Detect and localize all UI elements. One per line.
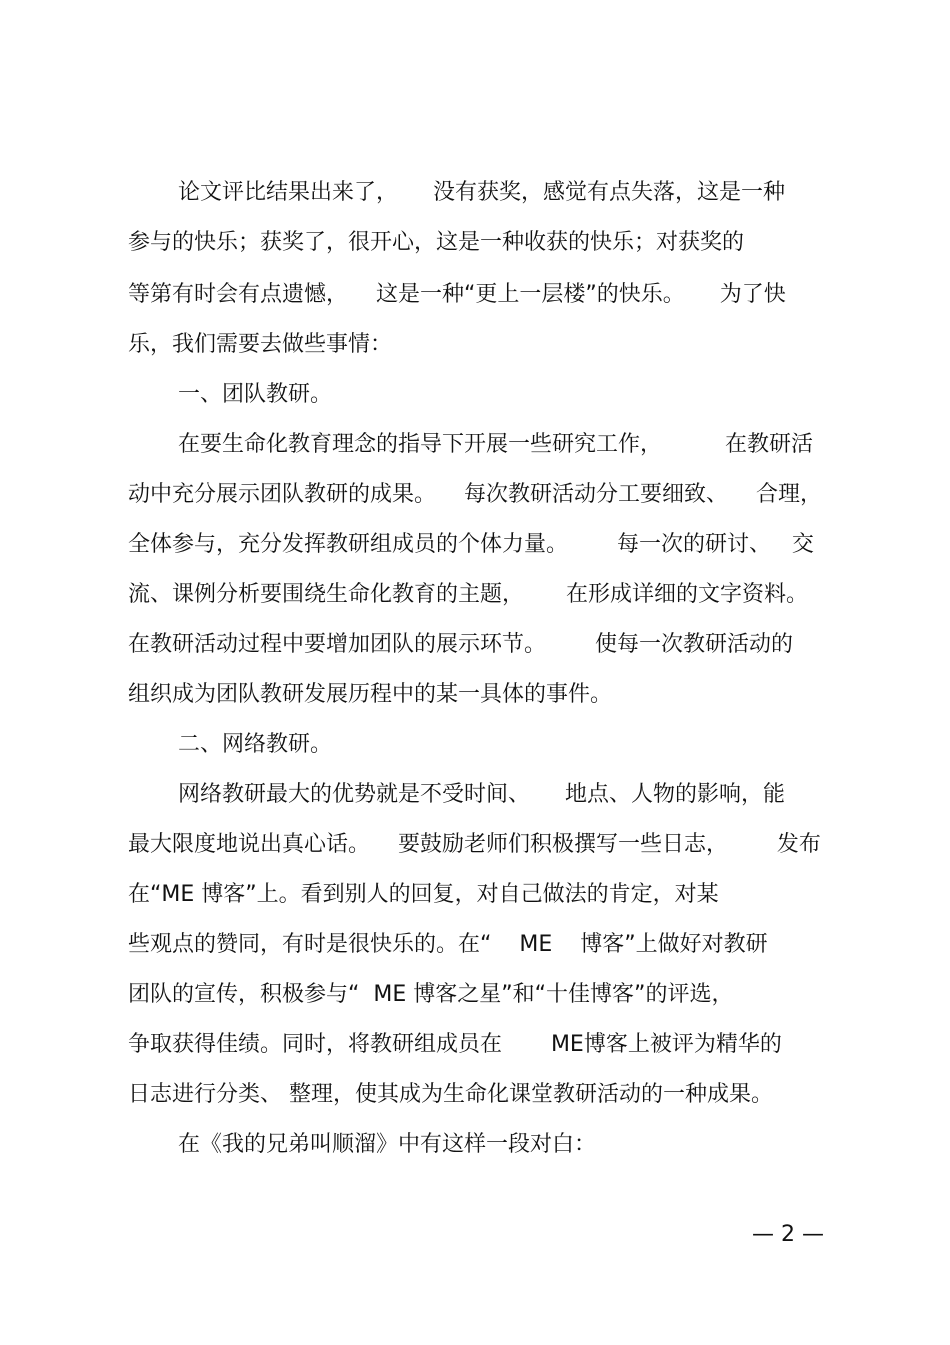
paragraph-line: 团队的宣传，积极参与“ ME 博客之星”和“十佳博客”的评选， [128,982,734,1007]
paragraph-line: 流、课例分析要围绕生命化教育的主题， 在形成详细的文字资料。 [128,582,808,607]
paragraph-line: 参与的快乐；获奖了，很开心，这是一种收获的快乐；对获奖的 [128,230,745,255]
paragraph-line: 动中充分展示团队教研的成果。 每次教研活动分工要细致、 合理， [128,482,822,507]
paragraph-line: 网络教研最大的优势就是不受时间、 地点、人物的影响，能 [178,782,785,807]
paragraph-line: 在教研活动过程中要增加团队的展示环节。 使每一次教研活动的 [128,632,793,657]
paragraph-line: 全体参与，充分发挥教研组成员的个体力量。 每一次的研讨、 交 [128,532,814,557]
paragraph-line: 在《我的兄弟叫顺溜》中有这样一段对白： [178,1132,597,1157]
section-heading: 一、团队教研。 [178,382,333,407]
paragraph-line: 乐，我们需要去做些事情： [128,332,393,357]
paragraph-line: 等第有时会有点遗憾， 这是一种“更上一层楼”的快乐。 为了快 [128,282,786,307]
paragraph-line: 争取获得佳绩。同时，将教研组成员在 ME博客上被评为精华的 [128,1032,782,1057]
paragraph-line: 论文评比结果出来了， 没有获奖，感觉有点失落，这是一种 [178,180,785,205]
paragraph-line: 些观点的赞同，有时是很快乐的。在“ ME 博客”上做好对教研 [128,932,768,957]
paragraph-line: 日志进行分类、 整理，使其成为生命化课堂教研活动的一种成果。 [128,1082,773,1107]
paragraph-line: 在“ME 博客”上。看到别人的回复，对自己做法的肯定，对某 [128,882,719,907]
page-number: — 2 — [752,1222,824,1247]
section-heading: 二、网络教研。 [178,732,333,757]
paragraph-line: 在要生命化教育理念的指导下开展一些研究工作， 在教研活 [178,432,813,457]
paragraph-line: 最大限度地说出真心话。 要鼓励老师们积极撰写一些日志， 发布 [128,832,821,857]
paragraph-line: 组织成为团队教研发展历程中的某一具体的事件。 [128,682,613,707]
